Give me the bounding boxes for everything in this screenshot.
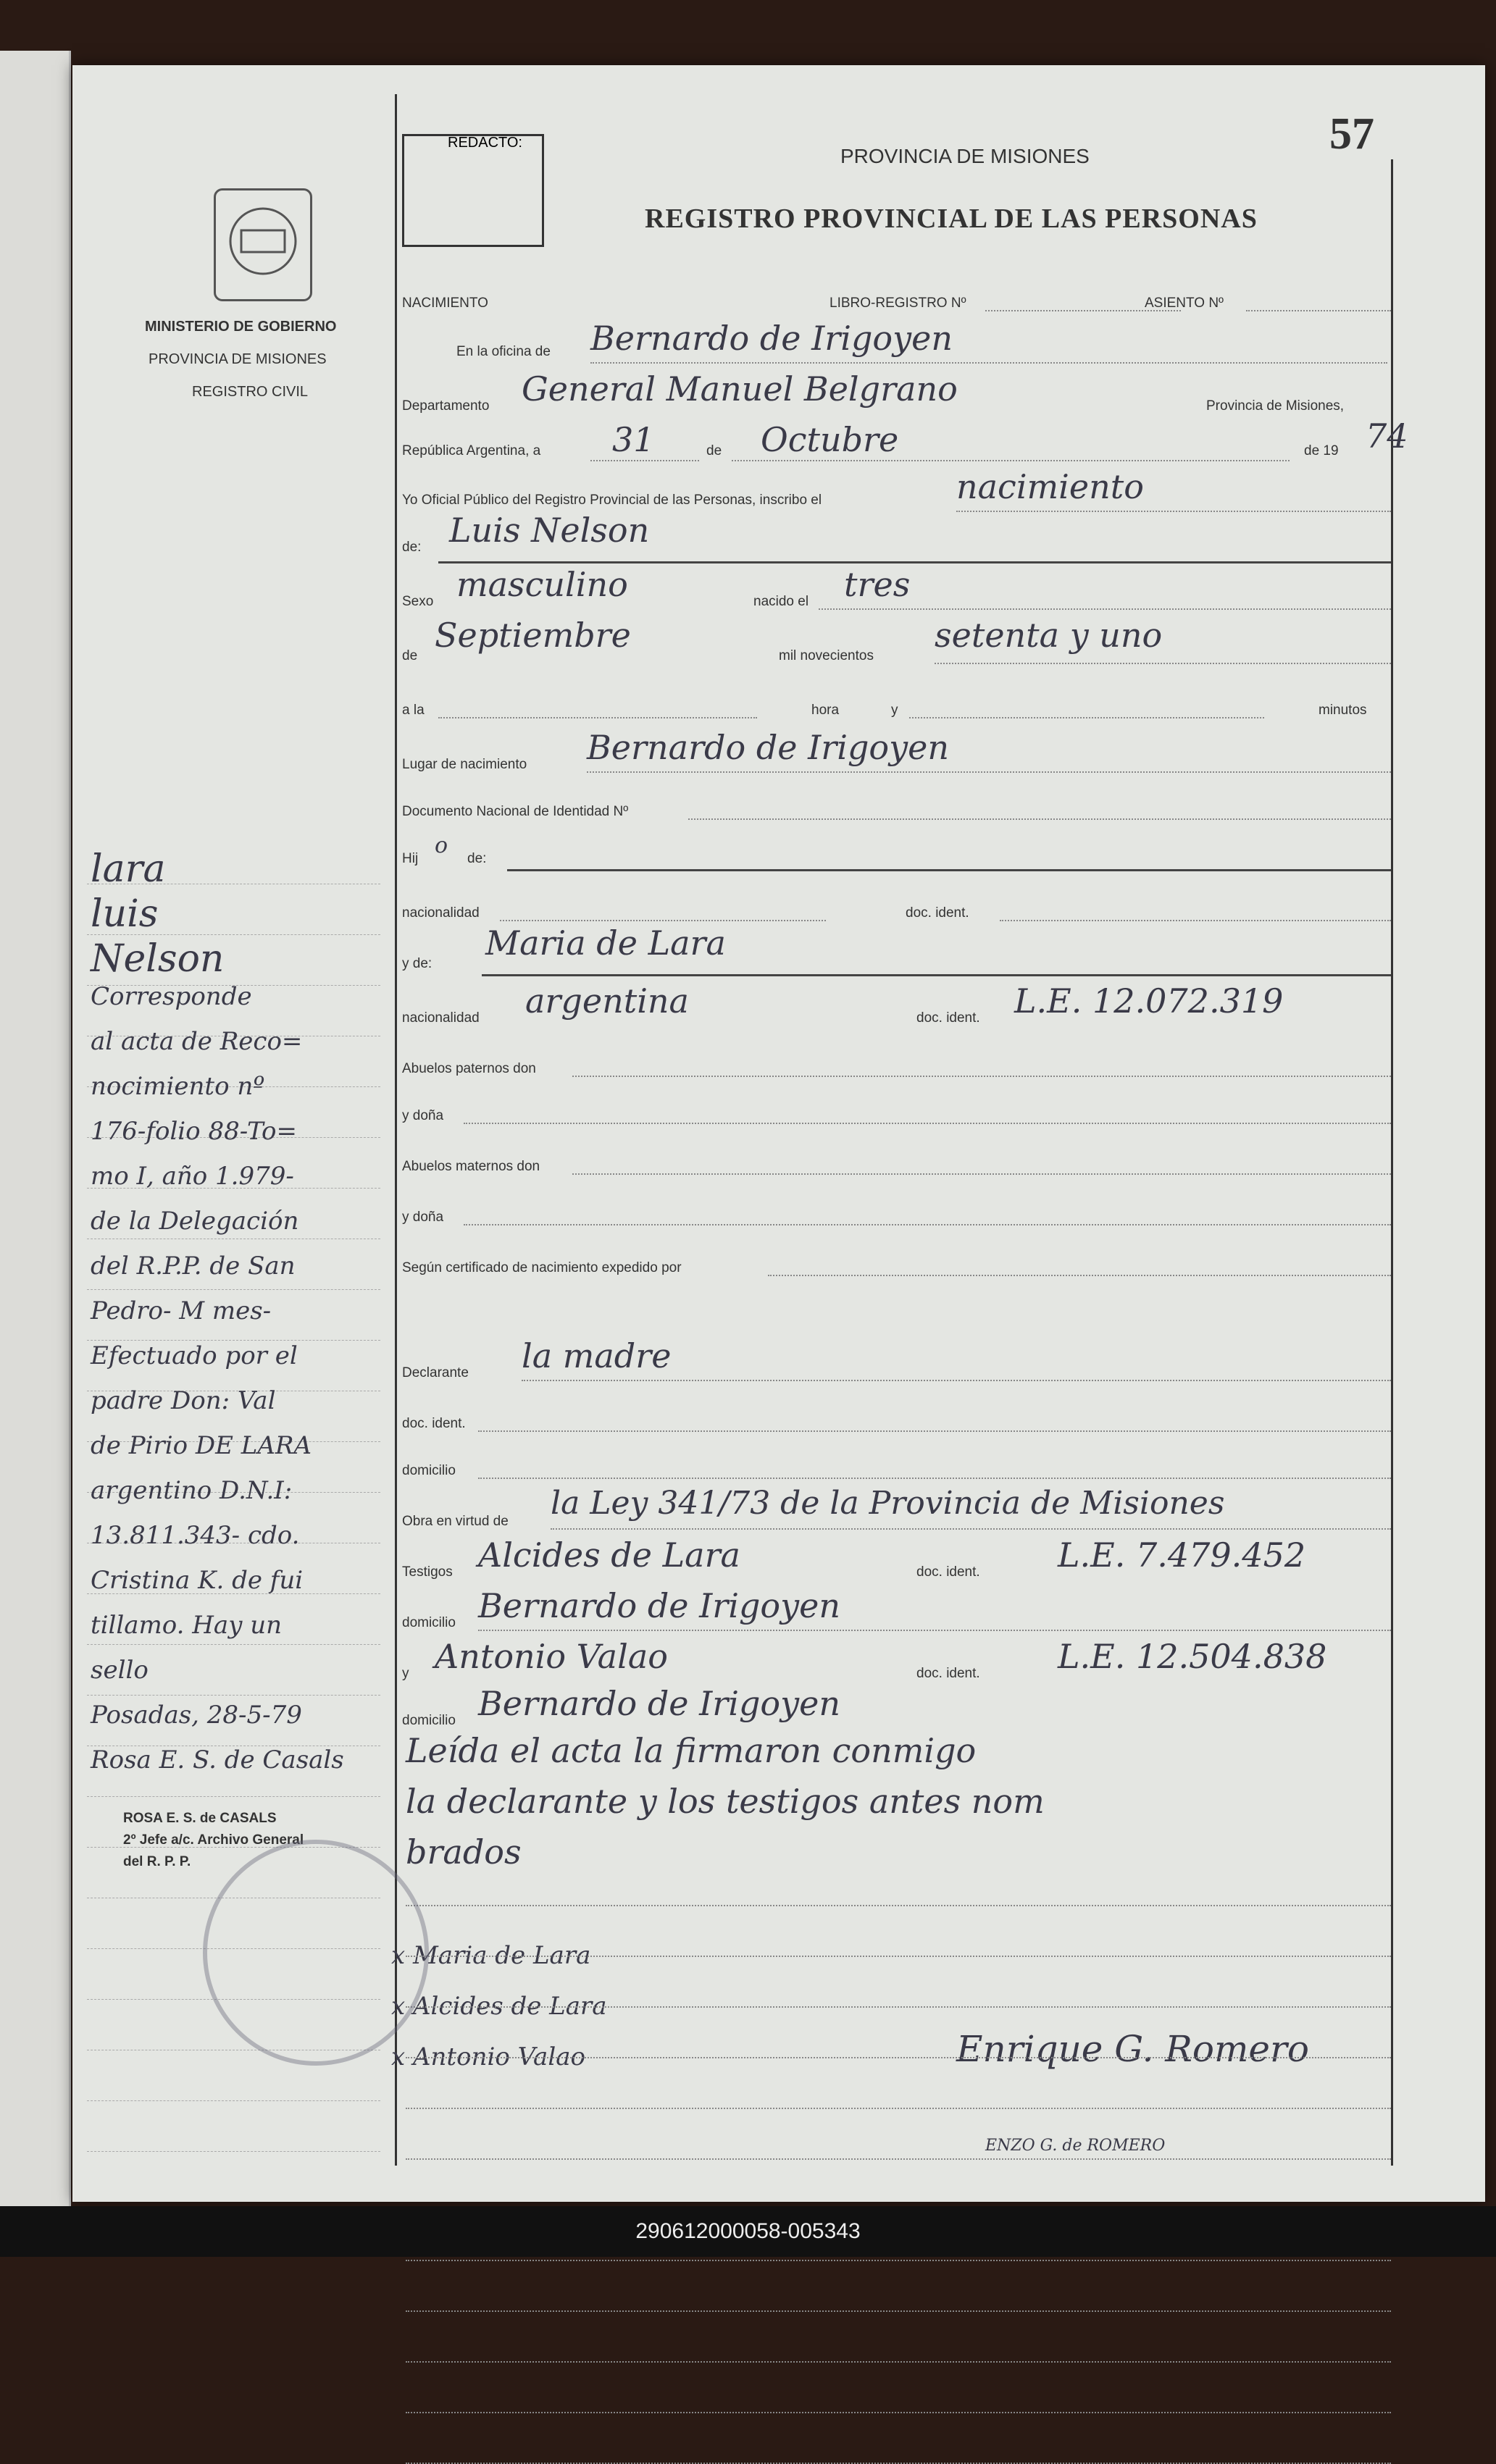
value-declarante: la madre xyxy=(522,1336,672,1375)
margin-note-line: sello xyxy=(91,1656,149,1685)
label-provincia: Provincia de Misiones, xyxy=(1206,398,1345,414)
value-firma1: x Maria de Lara xyxy=(391,1941,591,1970)
label-docident4: doc. ident. xyxy=(916,1564,980,1580)
dotted-line xyxy=(590,362,1387,364)
label-hora: hora xyxy=(811,703,840,718)
value-leida3: brados xyxy=(406,1832,522,1872)
dotted-line xyxy=(464,1224,1391,1225)
underline xyxy=(482,974,1391,976)
margin-rule xyxy=(87,1695,380,1696)
value-mes-nac: Septiembre xyxy=(435,616,631,655)
dotted-line xyxy=(406,2158,1391,2160)
value-doc-t2: L.E. 12.504.838 xyxy=(1058,1637,1327,1676)
label-declarante: Declarante xyxy=(402,1365,469,1380)
redacto-label: REDACTO: xyxy=(448,135,522,151)
label-domicilio: domicilio xyxy=(402,1463,456,1478)
vertical-rule xyxy=(395,94,397,2166)
dotted-line xyxy=(438,717,757,718)
dotted-line xyxy=(572,1076,1391,1077)
margin-note-line: Nelson xyxy=(91,937,225,981)
dotted-line xyxy=(1000,920,1391,921)
label-yo-oficial: Yo Oficial Público del Registro Provincial de las Personas, inscribo el xyxy=(402,493,822,508)
registry-page xyxy=(72,65,1485,2202)
label-de2: de xyxy=(402,648,418,663)
label-docident: doc. ident. xyxy=(906,905,969,921)
dotted-line xyxy=(768,1275,1391,1276)
dotted-line xyxy=(406,2057,1391,2058)
dotted-line xyxy=(406,1905,1391,1906)
label-de19: de 19 xyxy=(1304,443,1339,458)
label-docident5: doc. ident. xyxy=(916,1666,980,1681)
value-madre: Maria de Lara xyxy=(485,923,726,963)
dotted-line xyxy=(406,2361,1391,2363)
label-de-name: de: xyxy=(402,540,422,555)
label-ydona: y doña xyxy=(402,1108,444,1123)
value-dia: 31 xyxy=(612,420,655,459)
label-mil: mil novecientos xyxy=(779,648,874,663)
ministry-line3: REGISTRO CIVIL xyxy=(192,384,309,400)
dotted-line xyxy=(1246,310,1391,311)
value-mes: Octubre xyxy=(761,420,899,459)
dotted-line xyxy=(406,2006,1391,2008)
label-domicilio2: domicilio xyxy=(402,1615,456,1630)
label-hij-de: de: xyxy=(467,851,487,866)
margin-stamp-stamp_role: 2º Jefe a/c. Archivo General xyxy=(123,1832,304,1848)
value-obra: la Ley 341/73 de la Provincia de Misiones xyxy=(551,1485,1225,1522)
value-firma3: x Antonio Valao xyxy=(391,2042,585,2071)
margin-note-line: 176-folio 88-To= xyxy=(91,1117,297,1146)
dotted-line xyxy=(406,2260,1391,2261)
margin-stamp-stamp_org: del R. P. P. xyxy=(123,1854,191,1869)
label-testigos: Testigos xyxy=(402,1564,453,1580)
margin-note-line: mo I, año 1.979- xyxy=(91,1162,294,1191)
value-anio: 74 xyxy=(1366,416,1408,456)
margin-rule xyxy=(87,2100,380,2101)
margin-note-line: Pedro- M mes- xyxy=(91,1296,272,1325)
label-de: de xyxy=(706,443,722,458)
label-yde: y de: xyxy=(402,956,432,971)
dotted-line xyxy=(909,717,1264,718)
margin-rule xyxy=(87,2151,380,2152)
dotted-line xyxy=(464,1123,1391,1124)
label-y2: y xyxy=(402,1666,409,1681)
ministry-line1: MINISTERIO DE GOBIERNO xyxy=(145,319,337,335)
dotted-line xyxy=(406,2412,1391,2413)
dotted-line xyxy=(551,1528,1391,1530)
margin-rule xyxy=(87,1289,380,1290)
label-asiento: ASIENTO Nº xyxy=(1145,296,1224,311)
label-segun: Según certificado de nacimiento expedido por xyxy=(402,1260,682,1275)
dotted-line xyxy=(478,1430,1391,1432)
dotted-line xyxy=(500,920,826,921)
value-dom-t2: Bernardo de Irigoyen xyxy=(478,1684,840,1723)
margin-note-line: padre Don: Val xyxy=(91,1386,276,1415)
value-lugar: Bernardo de Irigoyen xyxy=(587,728,949,767)
image-caption: 290612000058-005343 xyxy=(0,2206,1496,2257)
dotted-line xyxy=(590,460,699,461)
value-firma2: x Alcides de Lara xyxy=(391,1992,607,2021)
dotted-line xyxy=(478,1630,1391,1631)
redacto-box xyxy=(402,134,544,247)
label-y: y xyxy=(891,703,898,718)
dotted-line xyxy=(956,511,1391,512)
margin-note-line: luis xyxy=(91,892,159,936)
value-anio-nac: setenta y uno xyxy=(935,616,1163,655)
value-departamento: General Manuel Belgrano xyxy=(522,369,958,408)
ministry-line2: PROVINCIA DE MISIONES xyxy=(149,351,327,367)
margin-note-line: Corresponde xyxy=(91,982,252,1011)
value-leida1: Leída el acta la firmaron conmigo xyxy=(406,1731,977,1770)
margin-note-line: Posadas, 28-5-79 xyxy=(91,1701,302,1730)
margin-note-line: Cristina K. de fui xyxy=(91,1566,304,1595)
margin-note-line: de Pirio DE LARA xyxy=(91,1431,312,1460)
registry-heading: REGISTRO PROVINCIAL DE LAS PERSONAS xyxy=(645,204,1258,234)
label-nacimiento: NACIMIENTO xyxy=(402,296,488,311)
margin-note-line: del R.P.P. de San xyxy=(91,1252,296,1281)
label-obra: Obra en virtud de xyxy=(402,1514,509,1529)
province-heading: PROVINCIA DE MISIONES xyxy=(840,145,1090,167)
value-inscribo: nacimiento xyxy=(956,467,1144,506)
label-libro: LIBRO-REGISTRO Nº xyxy=(830,296,966,311)
dotted-line xyxy=(406,2310,1391,2312)
margin-note-line: al acta de Reco= xyxy=(91,1027,303,1056)
dotted-line xyxy=(522,1380,1391,1381)
label-abuelos-m: Abuelos maternos don xyxy=(402,1159,540,1174)
value-hij: o xyxy=(435,833,448,858)
value-doc-t1: L.E. 7.479.452 xyxy=(1058,1535,1306,1575)
value-oficina: Bernardo de Irigoyen xyxy=(590,319,953,358)
value-testigo2: Antonio Valao xyxy=(435,1637,668,1676)
value-nombre: Luis Nelson xyxy=(449,511,650,550)
dotted-line xyxy=(406,2108,1391,2109)
dotted-line xyxy=(478,1478,1391,1479)
margin-note-line: tillamo. Hay un xyxy=(91,1611,283,1640)
margin-note-line: argentino D.N.I: xyxy=(91,1476,293,1505)
round-stamp-icon xyxy=(203,1840,429,2066)
label-republica: República Argentina, a xyxy=(402,443,541,458)
value-dom-t1: Bernardo de Irigoyen xyxy=(478,1586,840,1625)
underline xyxy=(507,869,1391,871)
value-nacido: tres xyxy=(844,565,911,604)
dotted-line xyxy=(587,771,1391,773)
margin-stamp-stamp_name: ROSA E. S. de CASALS xyxy=(123,1811,277,1826)
margin-note-line: nocimiento nº xyxy=(91,1072,265,1101)
dotted-line xyxy=(819,608,1391,610)
value-oficial-firma: Enrique G. Romero xyxy=(956,2028,1309,2070)
underline xyxy=(438,561,1391,563)
value-oficial-sello: ENZO G. de ROMERO xyxy=(985,2137,1166,2155)
label-oficina: En la oficina de xyxy=(456,344,551,359)
label-domicilio3: domicilio xyxy=(402,1713,456,1728)
label-docident2: doc. ident. xyxy=(916,1010,980,1026)
value-nac-madre: argentina xyxy=(525,981,689,1021)
margin-note-line: Rosa E. S. de Casals xyxy=(91,1746,344,1774)
dotted-line xyxy=(732,460,1290,461)
value-leida2: la declarante y los testigos antes nom xyxy=(406,1782,1045,1821)
label-nacionalidad: nacionalidad xyxy=(402,905,480,921)
right-rule xyxy=(1391,159,1393,2166)
label-hij: Hij xyxy=(402,851,419,866)
margin-note-line: lara xyxy=(91,847,166,891)
value-doc-madre: L.E. 12.072.319 xyxy=(1014,981,1284,1021)
page-number: 57 xyxy=(1329,109,1374,159)
margin-rule xyxy=(87,1644,380,1645)
value-sexo: masculino xyxy=(456,565,628,604)
label-sexo: Sexo xyxy=(402,594,434,609)
label-ala: a la xyxy=(402,703,425,718)
label-nacido: nacido el xyxy=(753,594,809,609)
value-testigo1: Alcides de Lara xyxy=(478,1535,740,1575)
margin-note-line: 13.811.343- cdo. xyxy=(91,1521,300,1550)
label-docident3: doc. ident. xyxy=(402,1416,466,1431)
label-minutos: minutos xyxy=(1319,703,1367,718)
dotted-line xyxy=(406,1956,1391,1957)
label-lugar: Lugar de nacimiento xyxy=(402,757,527,772)
margin-note-line: Efectuado por el xyxy=(91,1341,298,1370)
margin-rule xyxy=(87,1796,380,1797)
provincial-seal-icon xyxy=(214,188,312,301)
label-documento: Documento Nacional de Identidad Nº xyxy=(402,804,629,819)
left-page-edge xyxy=(0,51,71,2209)
dotted-line xyxy=(935,663,1391,664)
dotted-line xyxy=(572,1173,1391,1175)
dotted-line xyxy=(688,818,1391,820)
label-abuelos-p: Abuelos paternos don xyxy=(402,1061,536,1076)
margin-rule xyxy=(87,1340,380,1341)
margin-note-line: de la Delegación xyxy=(91,1207,299,1236)
label-ydona2: y doña xyxy=(402,1210,444,1225)
label-departamento: Departamento xyxy=(402,398,490,414)
label-nacionalidad2: nacionalidad xyxy=(402,1010,480,1026)
